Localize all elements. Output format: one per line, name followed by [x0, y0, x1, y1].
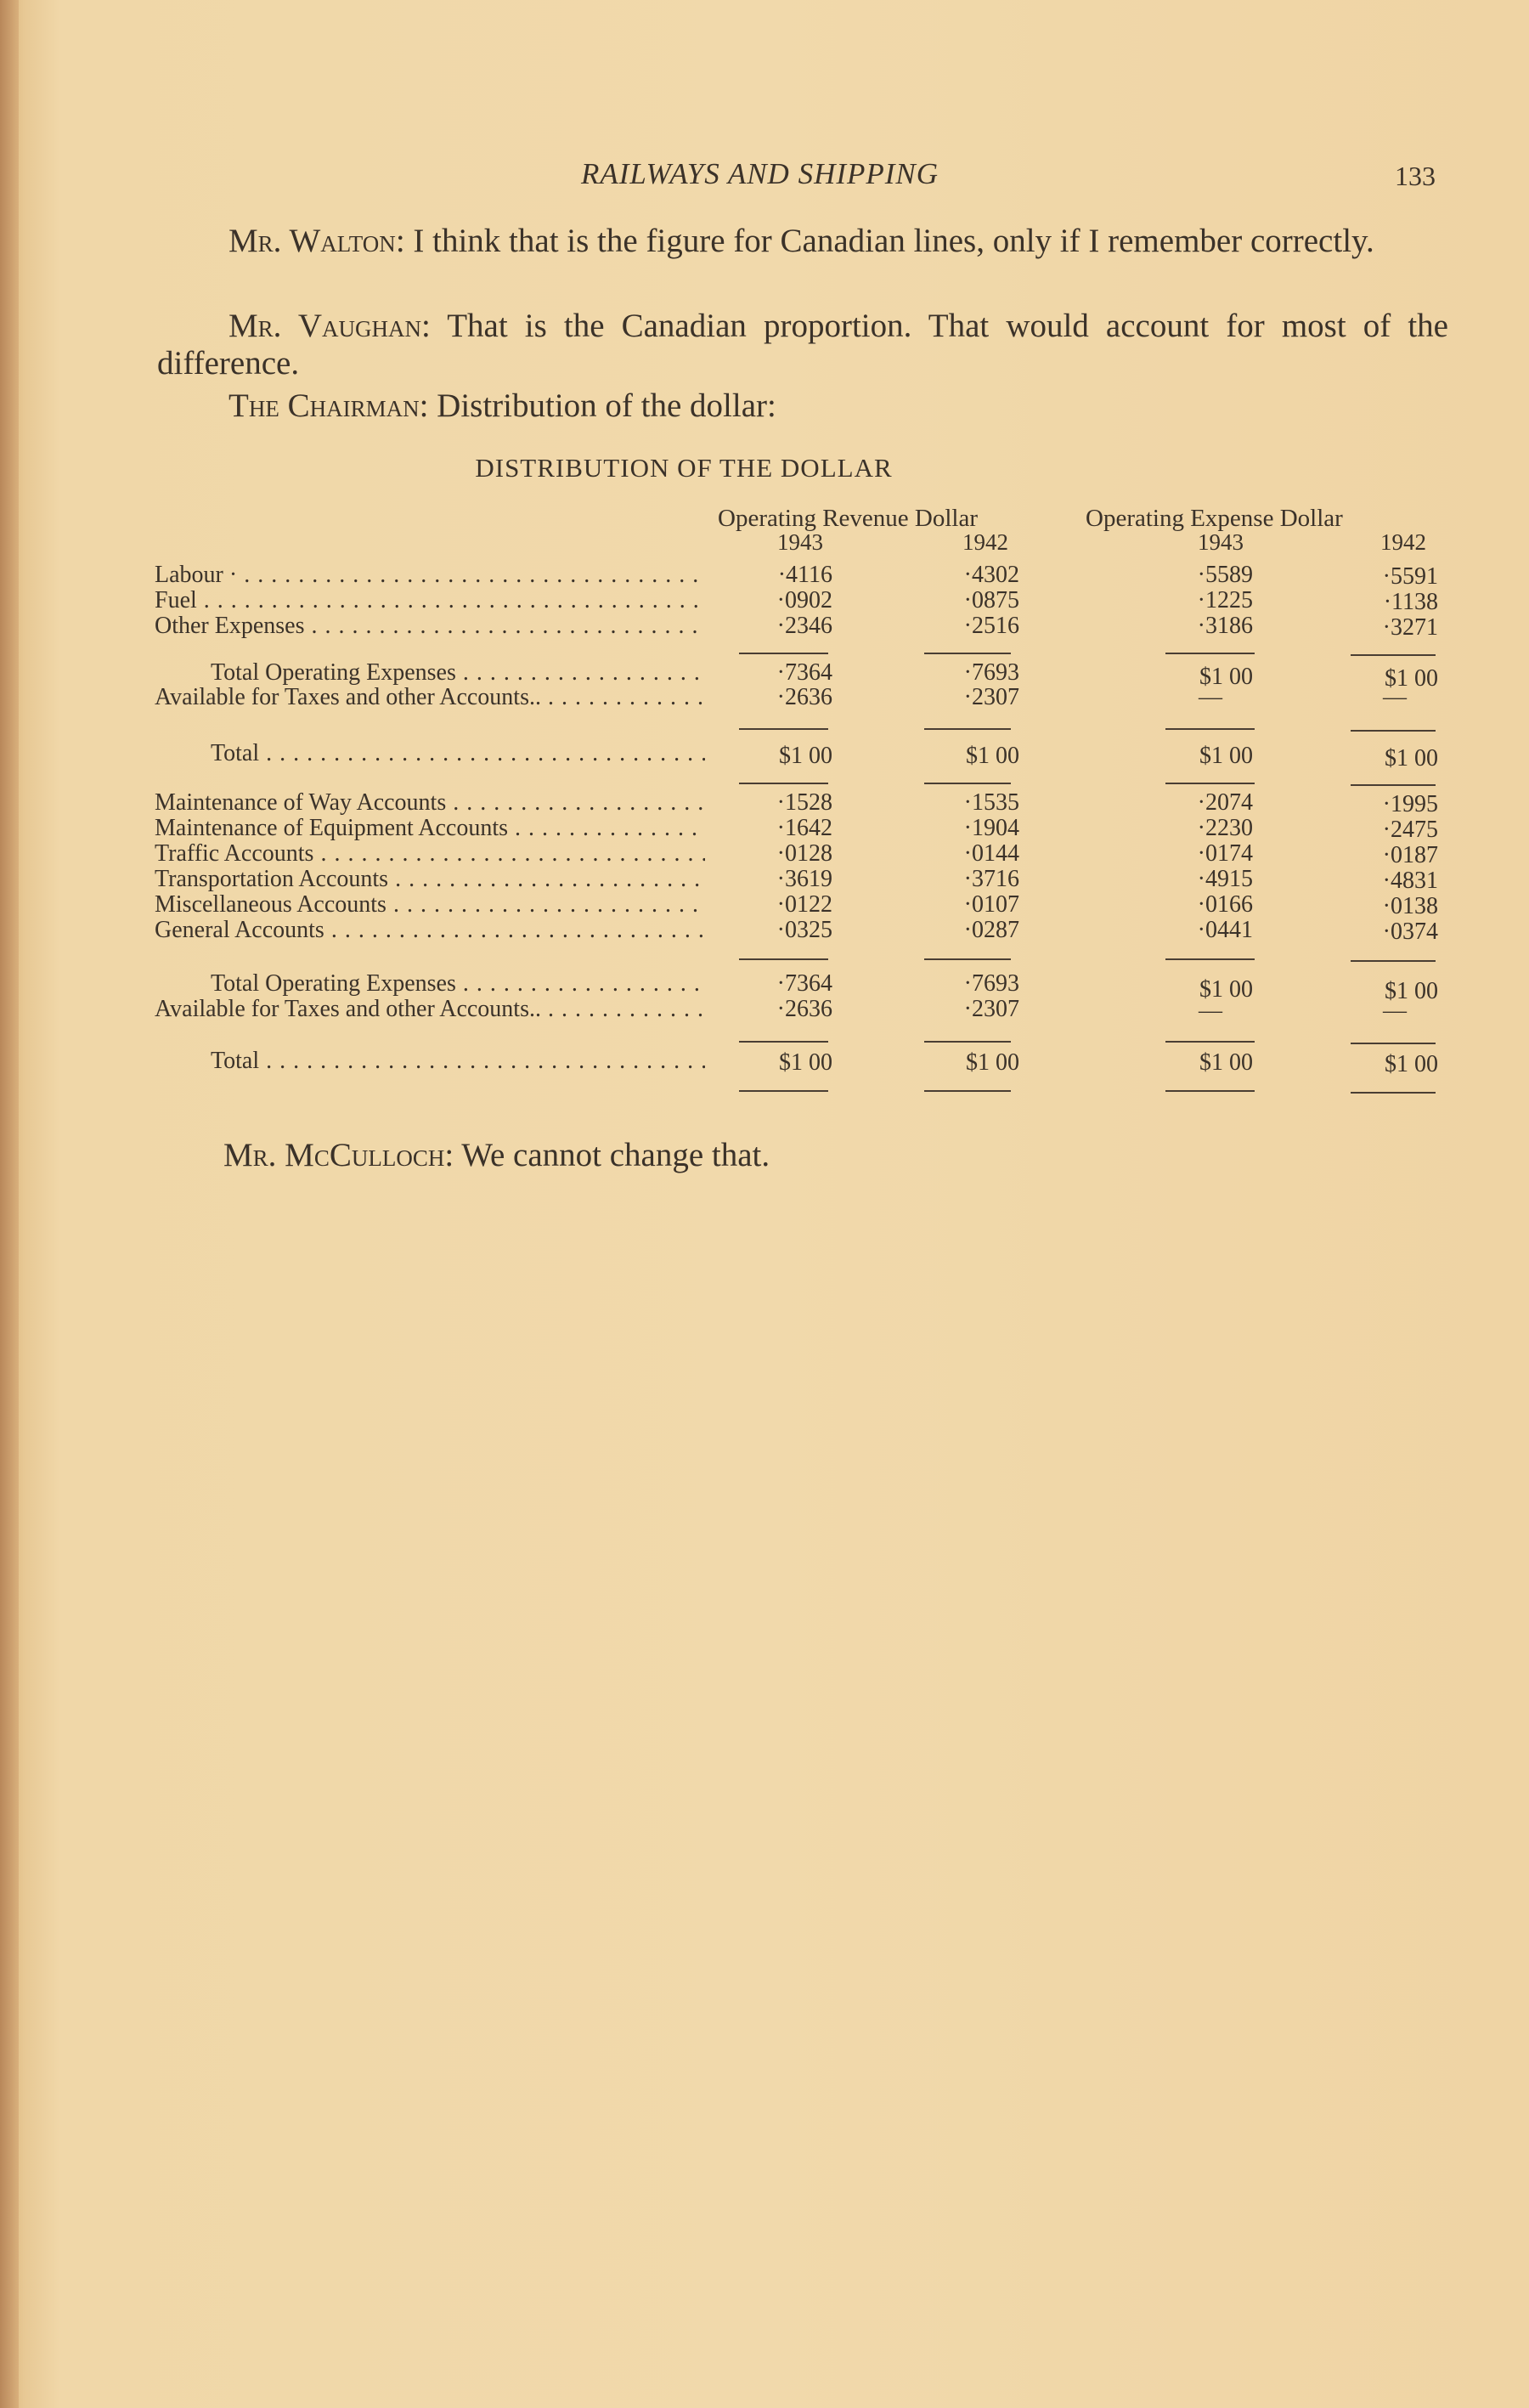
- row-label: General Accounts . . .: [155, 918, 705, 943]
- cell-value: ·4116: [777, 562, 832, 588]
- cell-value: ·7364: [776, 970, 832, 997]
- speaker-name: Mr. Walton: [229, 223, 396, 259]
- cell-value: ·0902: [776, 587, 832, 613]
- cell-value: ·0122: [776, 891, 832, 918]
- running-head: [0, 153, 1529, 195]
- cell-value: ·1904: [963, 815, 1019, 841]
- cell-value: ·0138: [1382, 893, 1438, 919]
- row-label: Other Expenses . . .: [155, 613, 705, 639]
- row-label: Available for Taxes and other Accounts.. . . .: [155, 685, 705, 710]
- paragraph-vaughan: [157, 308, 1448, 382]
- cell-value: ·3271: [1382, 614, 1438, 641]
- cell-value: ·4831: [1382, 868, 1438, 894]
- column-rule: [739, 1090, 828, 1092]
- cell-value: $1 00: [1385, 978, 1438, 1004]
- row-label: Miscellaneous Accounts . . .: [155, 892, 705, 918]
- cell-value: ·2307: [963, 684, 1019, 710]
- cell-value: ·2230: [1197, 815, 1253, 841]
- row-label: Total . . .: [211, 1049, 705, 1074]
- column-rule: [739, 958, 828, 960]
- row-label: Fuel . . .: [155, 588, 705, 613]
- speech-text: : We cannot change that.: [444, 1137, 770, 1173]
- cell-value: ·0875: [963, 587, 1019, 613]
- column-rule: [1165, 653, 1255, 654]
- column-rule: [924, 1041, 1011, 1043]
- column-rule: [739, 783, 828, 784]
- speech-text: : That is the Canadian proportion. That would account for most of the difference.: [157, 308, 1448, 382]
- row-label: Total Operating Expenses . . .: [211, 660, 705, 686]
- page-number: 133: [1395, 161, 1436, 191]
- cell-value: ·7693: [963, 659, 1019, 686]
- cell-value: ·0128: [776, 840, 832, 867]
- cell-value: ·0441: [1197, 917, 1253, 943]
- row-label: Available for Taxes and other Accounts.. . . .: [155, 997, 705, 1022]
- year-header: 1942: [1380, 529, 1426, 555]
- running-title: RAILWAYS AND SHIPPING: [581, 157, 939, 190]
- cell-value: ·1535: [963, 789, 1019, 816]
- column-rule: [1351, 654, 1436, 656]
- cell-value: $1 00: [1199, 976, 1253, 1003]
- row-label: Total Operating Expenses . . .: [211, 971, 705, 997]
- cell-value: —: [1199, 684, 1222, 710]
- cell-value: ·0325: [776, 917, 832, 943]
- cell-value: ·1528: [776, 789, 832, 816]
- cell-value: ·0166: [1197, 891, 1253, 918]
- cell-value: $1 00: [1199, 1049, 1253, 1076]
- column-rule: [1165, 728, 1255, 730]
- column-rule: [1351, 730, 1436, 732]
- paragraph-mcculloch: [157, 1137, 1448, 1174]
- column-rule: [1165, 783, 1255, 784]
- paragraph-chairman: [157, 387, 1448, 425]
- cell-value: —: [1383, 998, 1407, 1024]
- cell-value: ·2636: [776, 684, 832, 710]
- column-rule: [924, 783, 1011, 784]
- cell-value: ·2475: [1382, 817, 1438, 843]
- speaker-name: The Chairman: [229, 387, 420, 424]
- table-title: DISTRIBUTION OF THE DOLLAR: [475, 453, 893, 483]
- year-header: 1943: [1198, 529, 1244, 555]
- cell-value: $1 00: [966, 1049, 1019, 1076]
- cell-value: ·4302: [963, 562, 1019, 588]
- speech-text: : Distribution of the dollar:: [419, 387, 776, 424]
- column-rule: [1351, 960, 1436, 962]
- column-rule: [1351, 1092, 1436, 1094]
- row-label: Maintenance of Equipment Accounts . . .: [155, 816, 705, 841]
- row-label: Transportation Accounts . . .: [155, 867, 705, 892]
- cell-value: ·5591: [1382, 563, 1438, 590]
- cell-value: $1 00: [1385, 745, 1438, 772]
- cell-value: ·1225: [1197, 587, 1253, 613]
- column-rule: [1351, 784, 1436, 786]
- cell-value: $1 00: [966, 743, 1019, 769]
- cell-value: ·1642: [776, 815, 832, 841]
- column-rule: [739, 728, 828, 730]
- column-rule: [739, 653, 828, 654]
- year-header: 1943: [777, 529, 823, 555]
- speaker-name: Mr. Vaughan: [229, 308, 421, 344]
- column-rule: [1351, 1043, 1436, 1044]
- column-rule: [739, 1041, 828, 1043]
- cell-value: ·4915: [1197, 866, 1253, 892]
- row-label: Labour · . . .: [155, 562, 705, 588]
- cell-value: ·3716: [963, 866, 1019, 892]
- cell-value: $1 00: [1199, 743, 1253, 769]
- cell-value: ·1138: [1383, 589, 1438, 615]
- cell-value: ·3619: [776, 866, 832, 892]
- column-rule: [1165, 1090, 1255, 1092]
- column-rule: [924, 653, 1011, 654]
- cell-value: ·2636: [776, 996, 832, 1022]
- cell-value: ·0144: [963, 840, 1019, 867]
- cell-value: $1 00: [1385, 1051, 1438, 1077]
- row-label: Total . . .: [211, 741, 705, 766]
- column-rule: [924, 1090, 1011, 1092]
- cell-value: —: [1383, 684, 1407, 710]
- cell-value: $1 00: [1199, 664, 1253, 690]
- group-header-revenue: Operating Revenue Dollar: [718, 505, 979, 532]
- cell-value: ·5589: [1197, 562, 1253, 588]
- cell-value: $1 00: [779, 743, 832, 769]
- cell-value: ·0287: [963, 917, 1019, 943]
- cell-value: ·0187: [1382, 842, 1438, 868]
- cell-value: ·2074: [1197, 789, 1253, 816]
- speech-text: : I think that is the figure for Canadian lines, only if I remember correctly.: [395, 223, 1374, 259]
- paragraph-walton: [157, 223, 1448, 260]
- speaker-name: Mr. McCulloch: [223, 1137, 445, 1173]
- column-rule: [924, 958, 1011, 960]
- cell-value: ·3186: [1197, 613, 1253, 639]
- column-rule: [1165, 958, 1255, 960]
- column-rule: [1165, 1041, 1255, 1043]
- cell-value: ·0374: [1382, 919, 1438, 945]
- cell-value: ·0174: [1197, 840, 1253, 867]
- row-label: Maintenance of Way Accounts . . .: [155, 790, 705, 816]
- cell-value: ·0107: [963, 891, 1019, 918]
- cell-value: —: [1199, 998, 1222, 1024]
- cell-value: $1 00: [779, 1049, 832, 1076]
- cell-value: ·2307: [963, 996, 1019, 1022]
- cell-value: ·2516: [963, 613, 1019, 639]
- cell-value: ·7364: [776, 659, 832, 686]
- year-header: 1942: [962, 529, 1008, 555]
- cell-value: ·7693: [963, 970, 1019, 997]
- cell-value: ·2346: [776, 613, 832, 639]
- group-header-expense: Operating Expense Dollar: [1086, 505, 1343, 532]
- cell-value: $1 00: [1385, 665, 1438, 692]
- column-rule: [924, 728, 1011, 730]
- row-label: Traffic Accounts . . .: [155, 841, 705, 867]
- cell-value: ·1995: [1382, 791, 1438, 817]
